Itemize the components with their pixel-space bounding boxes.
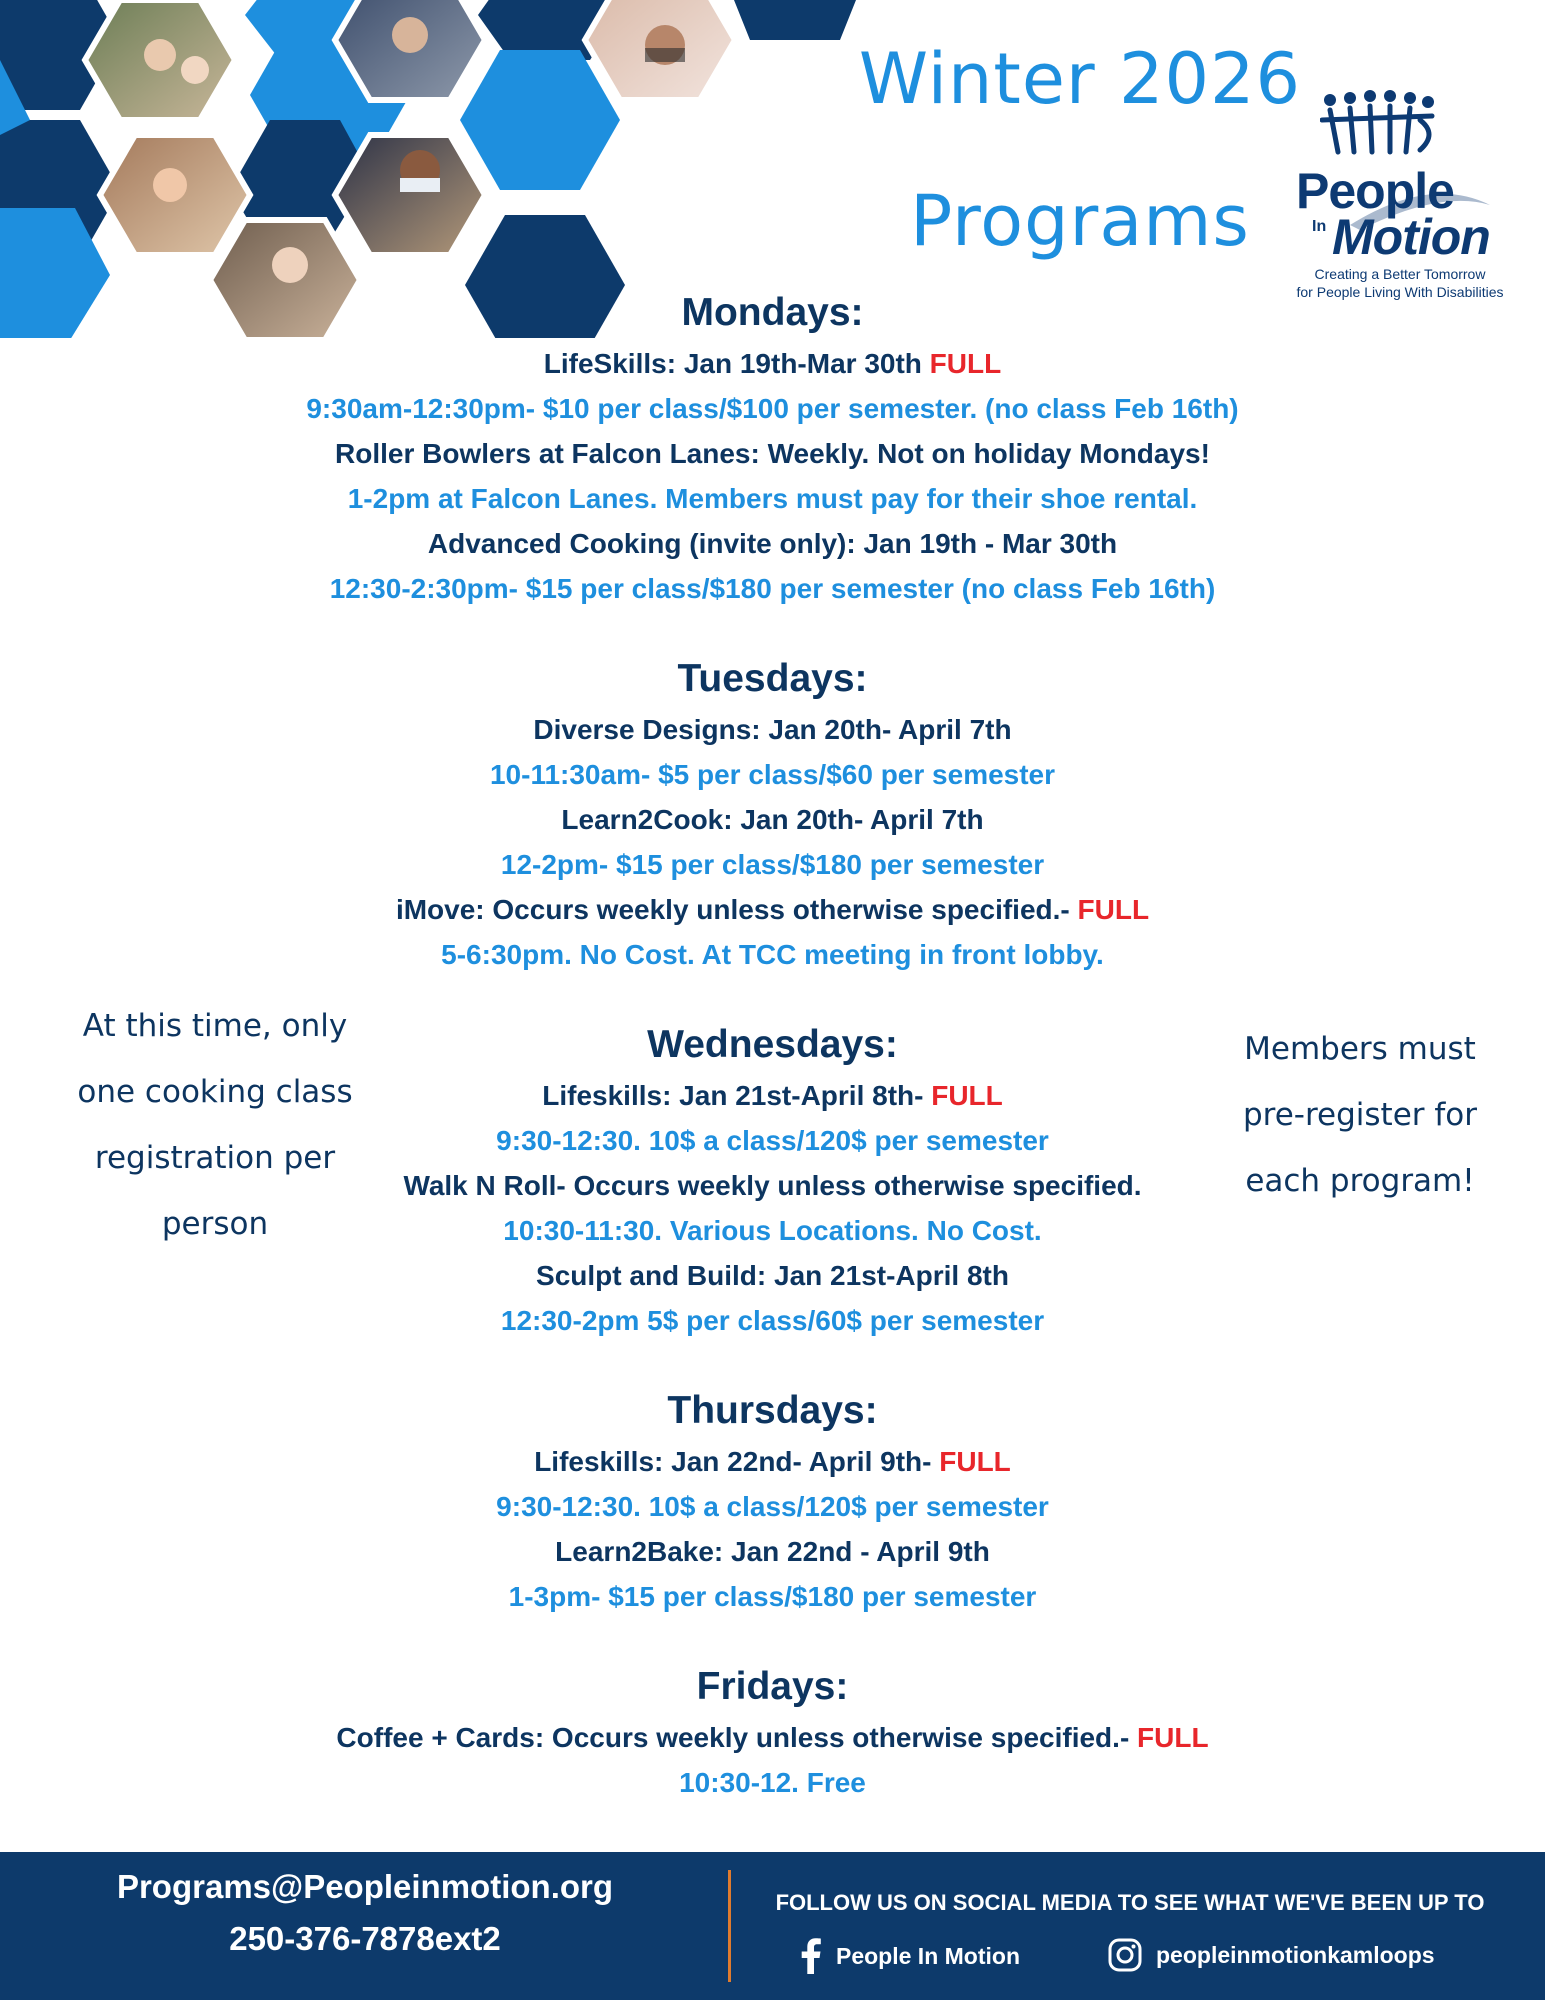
program-line — [0, 1439, 1545, 1484]
program-details: 5-6:30pm. No Cost. At TCC meeting in front lobby. — [441, 939, 1104, 970]
footer-divider — [728, 1870, 731, 1982]
program-line: Roller Bowlers at Falcon Lanes: Weekly. Not on holiday Mondays! — [335, 438, 1210, 469]
program-line — [0, 1715, 1545, 1760]
program-details: 9:30am-12:30pm- $10 per class/$100 per semester. (no class Feb 16th) — [306, 393, 1239, 424]
logo-name-motion: Motion — [1332, 209, 1490, 265]
program-details: 9:30-12:30. 10$ a class/120$ per semester — [496, 1491, 1049, 1522]
program-details: 1-2pm at Falcon Lanes. Members must pay for their shoe rental. — [347, 483, 1198, 514]
day-section-friday — [0, 1659, 1545, 1805]
day-section-monday — [0, 285, 1545, 611]
facebook-icon — [800, 1938, 822, 1974]
social-follow-text: FOLLOW US ON SOCIAL MEDIA TO SEE WHAT WE'VE BEEN UP TO — [775, 1890, 1485, 1915]
program-details: 1-3pm- $15 per class/$180 per semester — [508, 1581, 1037, 1612]
instagram-icon — [1108, 1938, 1142, 1972]
instagram-link[interactable] — [1108, 1938, 1435, 1972]
program-line — [0, 1073, 1545, 1118]
page-title-line1: Winter 2026 — [858, 38, 1302, 120]
program-line — [0, 341, 1545, 386]
full-badge: FULL — [1137, 1722, 1209, 1753]
full-badge: FULL — [931, 1080, 1003, 1111]
note-line: person — [161, 1206, 269, 1242]
contact-phone[interactable]: 250-376-7878ext2 — [229, 1920, 501, 1957]
day-title: Thursdays: — [667, 1389, 878, 1432]
logo-name-in: In — [1312, 218, 1327, 235]
logo-tagline-line1: Creating a Better Tomorrow — [1314, 266, 1486, 282]
note-line: each program! — [1245, 1163, 1475, 1199]
people-in-motion-logo — [1270, 90, 1530, 310]
facebook-link[interactable] — [800, 1938, 1020, 1974]
note-line: Members must — [1244, 1031, 1476, 1067]
program-details: 12:30-2pm 5$ per class/60$ per semester — [500, 1305, 1045, 1336]
program-line: Learn2Cook: Jan 20th- April 7th — [561, 804, 984, 835]
program-details: 12-2pm- $15 per class/$180 per semester — [500, 849, 1045, 880]
program-details: 10-11:30am- $5 per class/$60 per semester — [489, 759, 1056, 790]
program-line: Sculpt and Build: Jan 21st-April 8th — [536, 1260, 1009, 1291]
full-badge: FULL — [929, 348, 1002, 379]
day-section-tuesday — [0, 651, 1545, 977]
program-line: Walk N Roll- Occurs weekly unless otherwise specified. — [403, 1170, 1142, 1201]
contact-email-link[interactable]: Programs@Peopleinmotion.org — [116, 1868, 614, 1905]
page-title-line2: Programs — [910, 180, 1250, 262]
program-line: Diverse Designs: Jan 20th- April 7th — [533, 714, 1012, 745]
full-badge: FULL — [939, 1446, 1011, 1477]
program-name: Coffee + Cards: Occurs weekly unless otherwise specified.- — [336, 1722, 1138, 1753]
note-line: registration per — [94, 1140, 336, 1176]
logo-name-people: People — [1296, 163, 1454, 219]
program-details: 9:30-12:30. 10$ a class/120$ per semester — [496, 1125, 1049, 1156]
footer-contact-bar — [0, 1852, 1545, 2000]
day-title: Wednesdays: — [647, 1023, 898, 1066]
program-name: Lifeskills: Jan 21st-April 8th- — [542, 1080, 932, 1111]
instagram-label: peopleinmotionkamloops — [1156, 1941, 1435, 1968]
program-line — [0, 887, 1545, 932]
note-line: one cooking class — [77, 1074, 353, 1110]
program-details: 12:30-2:30pm- $15 per class/$180 per semester (no class Feb 16th) — [329, 573, 1216, 604]
facebook-label: People In Motion — [836, 1942, 1020, 1969]
program-details: 10:30-11:30. Various Locations. No Cost. — [503, 1215, 1042, 1246]
program-line: Learn2Bake: Jan 22nd - April 9th — [555, 1536, 990, 1567]
day-title: Fridays: — [696, 1665, 849, 1708]
day-title: Tuesdays: — [677, 657, 868, 700]
full-badge: FULL — [1077, 894, 1150, 925]
program-name: Lifeskills: Jan 22nd- April 9th- — [534, 1446, 940, 1477]
note-line: pre-register for — [1242, 1097, 1478, 1133]
day-section-thursday — [0, 1383, 1545, 1619]
weekly-schedule — [0, 285, 1545, 1805]
program-line: Advanced Cooking (invite only): Jan 19th - Mar 30th — [427, 528, 1118, 559]
day-section-wednesday — [0, 1017, 1545, 1343]
people-figures-icon — [1320, 90, 1440, 160]
logo-tagline-line2: for People Living With Disabilities — [1296, 284, 1504, 300]
day-title: Mondays: — [681, 291, 864, 334]
program-name: LifeSkills: Jan 19th-Mar 30th — [543, 348, 930, 379]
program-name: iMove: Occurs weekly unless otherwise specified.- — [395, 894, 1078, 925]
program-details: 10:30-12. Free — [679, 1767, 866, 1798]
note-line: At this time, only — [82, 1008, 348, 1044]
